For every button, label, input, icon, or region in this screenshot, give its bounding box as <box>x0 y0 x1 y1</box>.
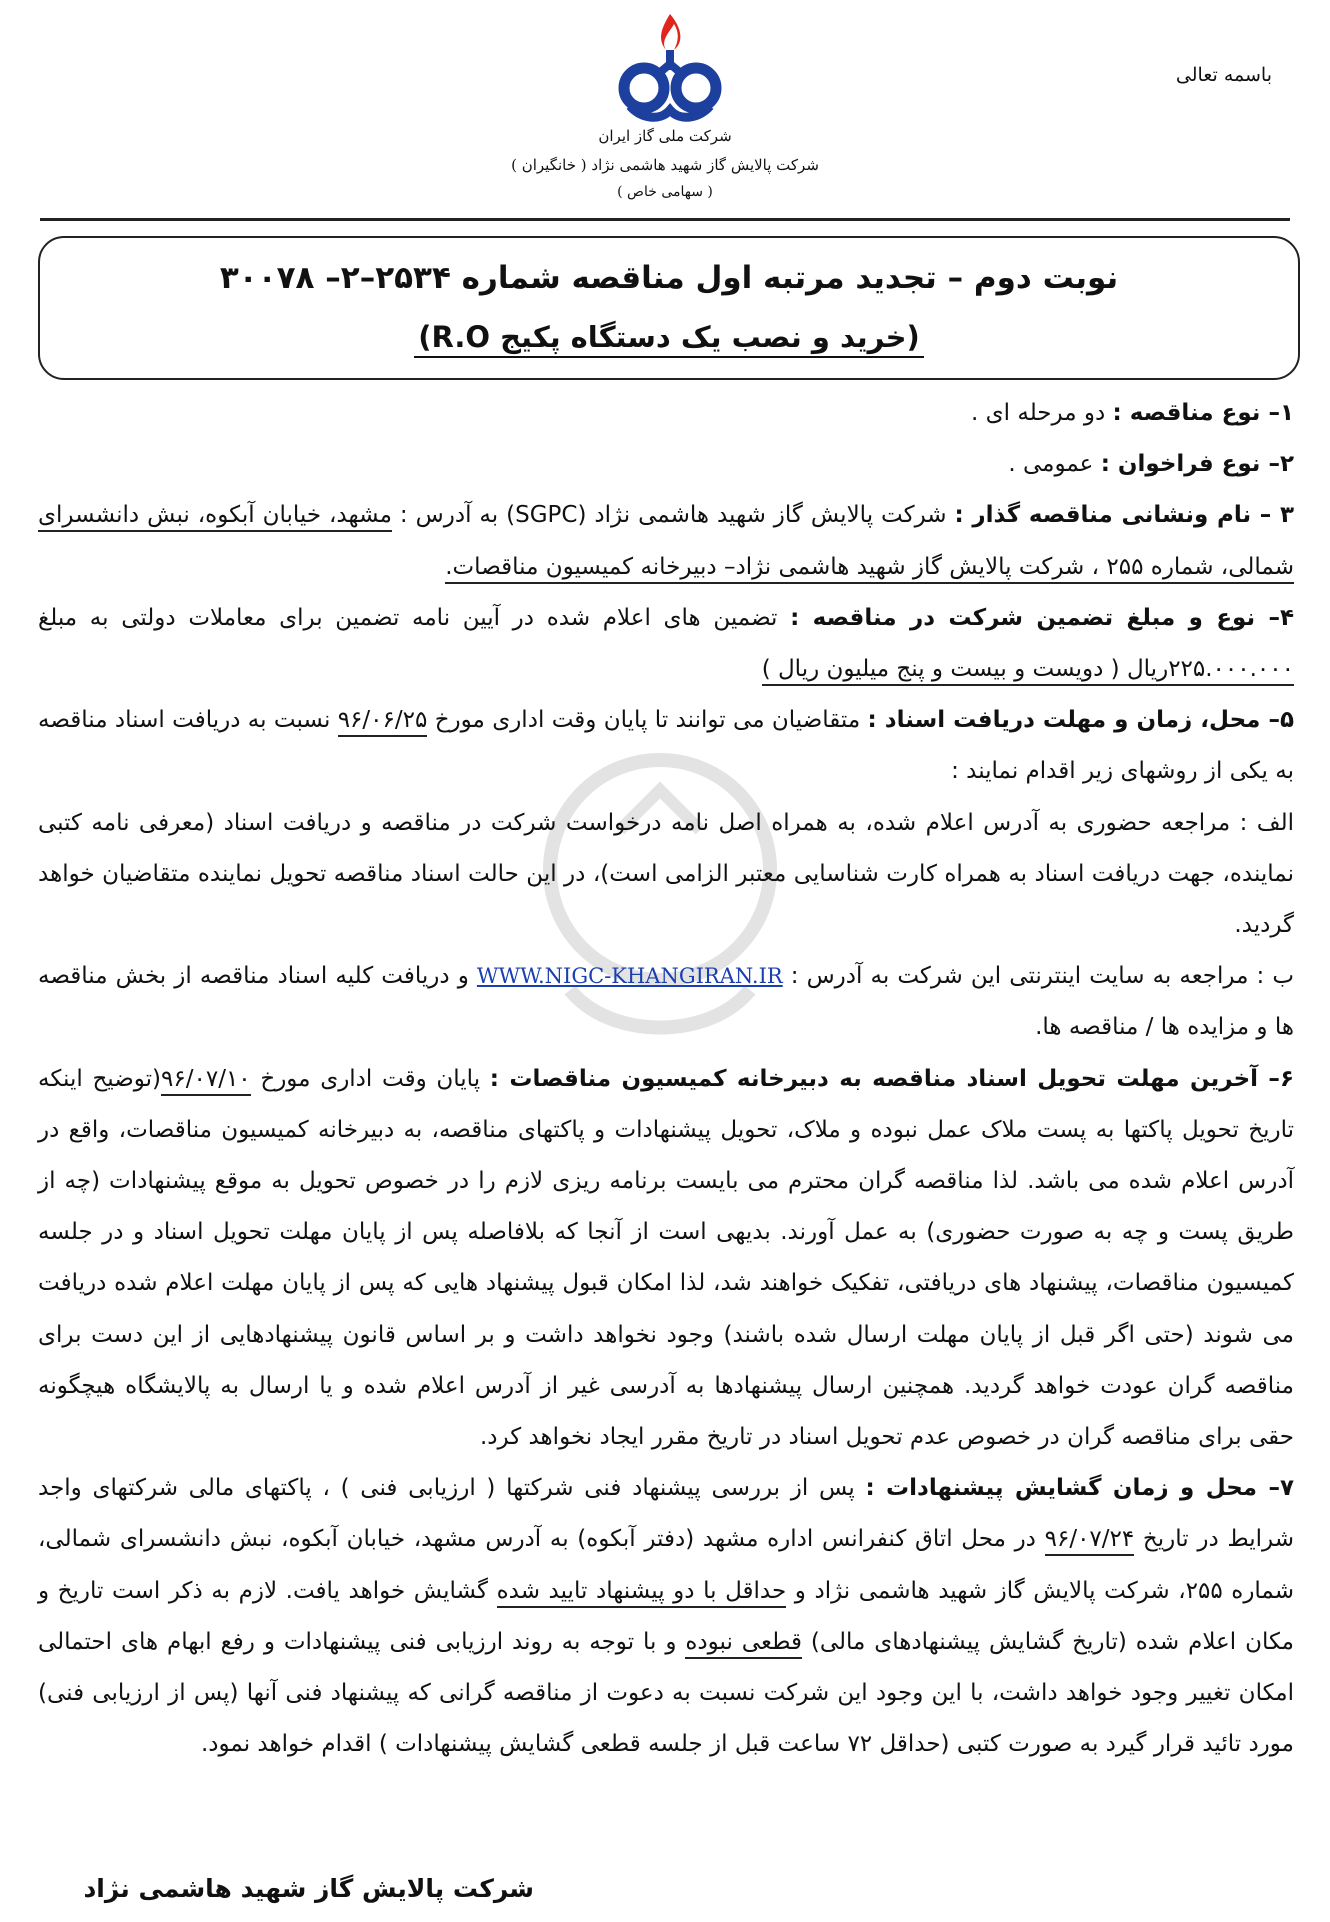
website-link[interactable]: WWW.NIGC-KHANGIRAN.IR <box>476 964 783 989</box>
item-label: ۲– نوع فراخوان : <box>1100 451 1294 478</box>
tender-title: نوبت دوم – تجدید مرتبه اول مناقصه شماره ۲۵۳۴–۲– ۳۰۰۷۸ <box>219 260 1119 296</box>
item-submission-deadline <box>38 1054 1294 1464</box>
nigc-logo-icon <box>600 10 740 130</box>
org-name: شرکت ملی گاز ایران <box>598 127 732 145</box>
item-label: ۷– محل و زمان گشایش پیشنهادات : <box>865 1475 1294 1502</box>
item-text: پس از بررسی پیشنهاد فنی شرکتها ( ارزیابی فنی ) ، پاکتهای مالی شرکتهای واجد شرایط در تاریخ <box>38 1475 1294 1553</box>
item-text: ب : مراجعه به سایت اینترنتی این شرکت به آدرس : <box>782 963 1294 990</box>
item-text: و دریافت کلیه اسناد مناقصه از بخش مناقصه ها و مزایده ها / مناقصه ها. <box>38 963 1294 1041</box>
item-call-type <box>38 439 1294 490</box>
method-website <box>38 951 1294 1053</box>
tender-body <box>38 388 1294 1770</box>
item-tenderer-address <box>38 490 1294 592</box>
item-label: ۱– نوع مناقصه : <box>1112 400 1294 426</box>
tender-subtitle <box>40 320 1298 354</box>
receipt-deadline-date: ۹۶/۰۶/۲۵ <box>338 707 428 737</box>
company-type: ( سهامی خاص ) <box>617 184 713 200</box>
not-final-note: قطعی نبوده <box>685 1629 802 1659</box>
item-document-receipt <box>38 695 1294 797</box>
item-label: ۵– محل، زمان و مهلت دریافت اسناد : <box>867 707 1294 734</box>
signature: شرکت پالایش گاز شهید هاشمی نژاد <box>83 1874 534 1903</box>
item-text: دو مرحله ای . <box>971 400 1113 426</box>
title-box <box>38 236 1300 380</box>
item-text: تضمین های اعلام شده در آیین نامه تضمین برای معاملات دولتی به مبلغ <box>38 604 791 631</box>
item-text: گشایش خواهد یافت. لازم به ذکر است تاریخ و مکان اعلام شده (تاریخ گشایش پیشنهادهای مالی) <box>38 1577 1294 1655</box>
item-text: در محل اتاق کنفرانس اداره مشهد (دفتر آبکوه) به آدرس مشهد، خیابان آبکوه، نبش دانشسرای شمالی، شماره ۲۵۵، شرکت پالایش گاز شهید هاشمی نژاد و <box>38 1526 1294 1604</box>
item-text: پایان وقت اداری مورخ <box>250 1065 490 1092</box>
submission-deadline-date: ۹۶/۰۷/۱۰ <box>161 1066 251 1096</box>
opening-date: ۹۶/۰۷/۲۴ <box>1045 1526 1135 1556</box>
item-guarantee <box>38 593 1294 695</box>
guarantee-amount: ۲۲۵.۰۰۰.۰۰۰ریال ( دویست و بیست و پنج میلیون ریال ) <box>762 656 1294 686</box>
method-in-person: الف : مراجعه حضوری به آدرس اعلام شده، به همراه اصل نامه درخواست شرکت در مناقصه و دریافت اسناد (معرفی نامه کتبی نماینده، جهت دریافت اسناد به همراه کارت شناسایی معتبر الزامی است)، در این حالت اسناد مناقصه تحویل نماینده متقاضیان خواهد گردید. <box>38 809 1294 939</box>
refinery-name: شرکت پالایش گاز شهید هاشمی نژاد ( خانگیران ) <box>511 156 819 174</box>
item-label: ۴– نوع و مبلغ تضمین شرکت در مناقصه : <box>790 604 1294 631</box>
item-text: نسبت به دریافت اسناد مناقصه به یکی از روشهای زیر اقدام نمایند : <box>38 707 1294 785</box>
item-label: ۶– آخرین مهلت تحویل اسناد مناقصه به دبیرخانه کمیسیون مناقصات : <box>489 1065 1294 1092</box>
item-opening <box>38 1463 1294 1770</box>
tender-subtitle-text: (خرید و نصب یک دستگاه پکیج R.O) <box>414 320 924 358</box>
item-text: شرکت پالایش گاز شهید هاشمی نژاد (SGPC) به آدرس : <box>391 502 955 529</box>
item-text: (توضیح اینکه تاریخ تحویل پاکتها به پست ملاک عمل نبوده و ملاک، تحویل پیشنهادات و پاکتهای مناقصه، به دبیرخانه کمیسیون مناقصات، واقع در آدرس اعلام شده می باشد. لذا مناقصه گران محترم می بایست برنامه ریزی لازم را در خصوص تحویل به موقع پیشنهادات (چه از طریق پست و چه به صورت حضوری) به عمل آورند. بدیهی است از آنجا که بلافاصله پس از پایان مهلت تحویل اسناد و در جلسه کمیسیون مناقصات، پیشنهاد های دریافتی، تفکیک خواهند شد، لذا امکان قبول پیشنهاد هایی که پس از پایان مهلت اعلام شده دریافت می شوند (حتی اگر قبل از پایان مهلت ارسال شده باشند) وجود نخواهد داشت و بر اساس قانون پیشنهادهایی از این دست برای مناقصه گران عودت خواهد گردید. همچنین ارسال پیشنهادها به آدرسی غیر از آدرس اعلام شده و یا ارسال به پالایشگاه هیچگونه حقی برای مناقصه گران در خصوص عدم تحویل اسناد در تاریخ مقرر ایجاد نخواهد کرد. <box>38 1065 1294 1451</box>
item-text: و با توجه به روند ارزیابی فنی پیشنهادات و رفع ابهام های احتمالی امکان تغییر وجود خواهد داشت، با این وجود این شرکت نسبت به دعوت از مناقصه گرانی که پیشنهاد فنی آنها (پس از ارزیابی فنی) مورد تائید قرار گیرد به صورت کتبی (حداقل ۷۲ ساعت قبل از جلسه قطعی گشایش پیشنهادات ) اقدام خواهد نمود. <box>38 1628 1294 1758</box>
item-label: ۳ – نام ونشانی مناقصه گذار : <box>954 502 1295 529</box>
item-text: متقاضیان می توانند تا پایان وقت اداری مورخ <box>427 707 868 734</box>
minimum-bids-note: حداقل با دو پیشنهاد تایید شده <box>497 1578 787 1608</box>
item-tender-type <box>38 388 1294 439</box>
nigc-logo <box>600 10 740 130</box>
tenderer-address: مشهد، خیابان آبکوه، نبش دانشسرای شمالی، شماره ۲۵۵ ، شرکت پالایش گاز شهید هاشمی نژاد– دبیرخانه کمیسیون مناقصات. <box>38 502 1294 583</box>
basmeh-heading: باسمه تعالی <box>1175 64 1272 86</box>
item-text: عمومی . <box>1008 451 1101 478</box>
header-divider <box>40 218 1290 221</box>
